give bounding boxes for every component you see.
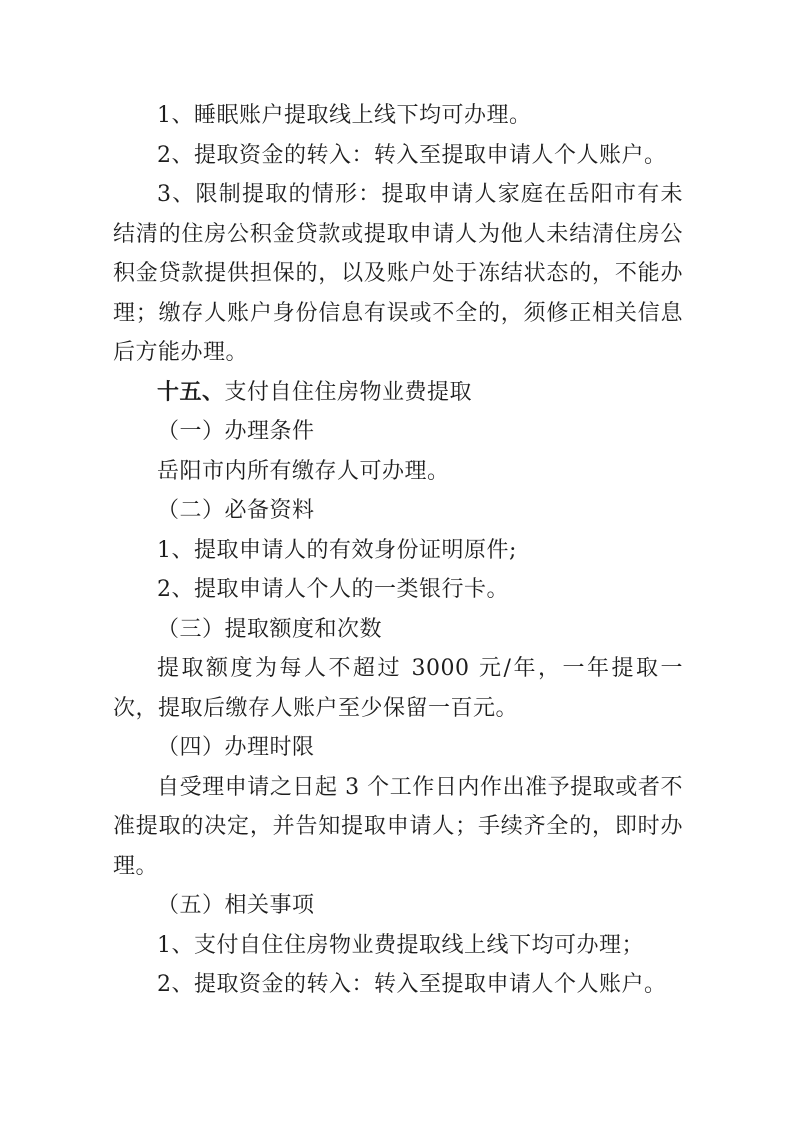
section-title: 支付自住住房物业费提取	[224, 379, 473, 405]
paragraph: 1、提取申请人的有效身份证明原件;	[157, 537, 517, 563]
paragraph: （二）必备资料	[157, 498, 315, 523]
document-body	[113, 96, 683, 1005]
paragraph: 2、提取资金的转入：转入至提取申请人个人账户。	[157, 142, 667, 168]
paragraph: （三）提取额度和次数	[157, 616, 383, 642]
paragraph: （一）办理条件	[157, 419, 315, 444]
section-heading	[113, 373, 683, 413]
paragraph: 1、支付自住住房物业费提取线上线下均可办理；	[157, 932, 644, 958]
paragraph: 3、限制提取的情形：提取申请人家庭在岳阳市有未结清的住房公积金贷款或提取申请人为他人未结清住房公积金贷款提供担保的，以及账户处于冻结状态的，不能办理；缴存人账户身份信息有误或不全的，须修正相关信息后方能办理。	[113, 182, 683, 365]
paragraph: （五）相关事项	[157, 893, 315, 918]
paragraph: 提取额度为每人不超过 3000 元/年，一年提取一次，提取后缴存人账户至少保留一百元。	[113, 656, 683, 721]
paragraph: 自受理申请之日起 3 个工作日内作出准予提取或者不准提取的决定，并告知提取申请人；手续齐全的，即时办理。	[113, 774, 683, 879]
section-number: 十五、	[157, 378, 225, 405]
paragraph: 1、睡眠账户提取线上线下均可办理。	[157, 103, 532, 128]
paragraph: 2、提取申请人个人的一类银行卡。	[157, 577, 509, 602]
paragraph: 岳阳市内所有缴存人可办理。	[157, 458, 450, 484]
paragraph: 2、提取资金的转入：转入至提取申请人个人账户。	[157, 972, 667, 997]
paragraph: （四）办理时限	[157, 735, 315, 760]
